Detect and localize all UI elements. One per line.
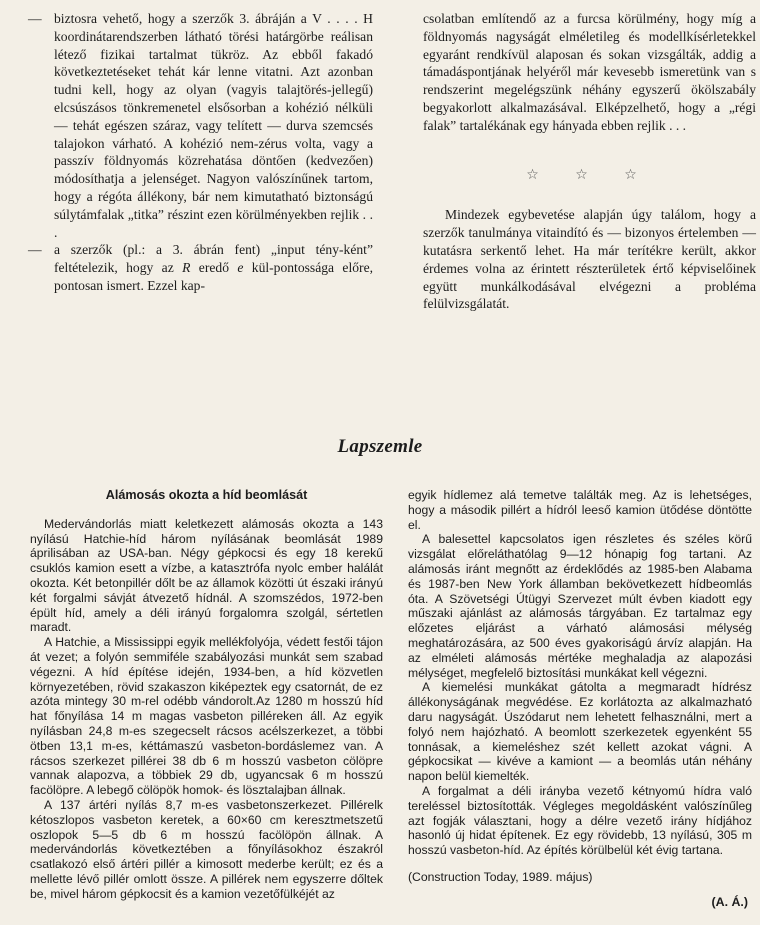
article-source: (Construction Today, 1989. május) [408,869,593,884]
conclusion-paragraph: Mindezek egybevetése alapján úgy találom, hogy a szerzők tanulmánya vitaindító és — bizonyos értelemben — kutatásra serkentő lehet. Ha már terítékre került, akkor érdemes volna az érintett részterületek értő képviselőinek együtt munkálkodásával elvégezni a probléma felülvizsgálatát. [423,207,756,312]
section-title: Lapszemle [337,436,423,457]
article-right-column [408,488,752,885]
article-paragraph: A forgalmat a déli irányba vezető kétnyomú hídra való tereléssel biztosították. Végleges megoldásként valószínűleg azt fogják választani, hogy a délre vezető irány hídjához hasonló új hidat építenek. Ez egy rövidebb, 13 nyílású, 305 m hosszú vasbeton-híd. Az építés körülbelül két évig tartana. [408,783,752,858]
dash-bullet: — [28,11,42,26]
discussion-point-2 [28,241,373,294]
text-run: eredő [190,260,238,276]
star-separator: ☆ ☆ ☆ [526,166,653,183]
continued-paragraph: csolatban említendő az a furcsa körülmény, hogy míg a földnyomás nagyságát elméletileg és modellkísérletekkel egyaránt rendkívül alaposan és sokan vizsgálták, addig a támadáspontjának helyéről már kevesebb ismeretünk van s rendszerint megelégszünk néhány egyszerű ökölszabály begyakorlott alkalmazásával. Elképzelhető, hogy a „régi falak” tartalékának egy hányada ebben rejlik . . . [423,11,756,133]
top-left-column [28,10,373,295]
text-run: kül-pontossága előre, pontosan ismert. Ezzel kap- [54,260,373,293]
article-paragraph: A Hatchie, a Mississippi egyik mellékfolyója, védett festői tájon át vezet; a folyón semmiféle szabályozási munkát sem szabad végezni. A híd építése idején, 1934-ben, a híd közvetlen környezetében, rövid szakaszon kiképeztek egy csatornát, de ez azóta mintegy 30 m-rel odébb vándorolt.Az 1280 m hosszú híd hat főnyílása 14 m magas vasbeton pilléreken áll. Az egyik nyílásban 24,8 m-es szegecselt rácsos acélszerkezet, a többi ötben 13,1 m-es, kéttámaszú vasbeton-bordáslemez van. A rácsos szerkezet pillérei 38 db 6 m hosszú vasbeton cölöpre vannak alapozva, a többiek 29 db, ugyancsak 6 m hosszú facölöpre. A lebegő cölöpök homok- és lösztalajban állnak. [30,635,383,798]
article-title: Alámosás okozta a híd beomlását [105,488,308,502]
discussion-point-1 [28,10,373,241]
top-right-column [423,10,756,313]
symbol-R: R [182,260,191,276]
article-left-column [30,488,383,902]
discussion-point-text: biztosra vehető, hogy a szerzők 3. ábráján a V . . . . H koordinátarendszerben látható törési határgörbe reálisan létező fizikai tartalmat tükröz. Az ebből fakadó következtetéseket tehát kár lenne vitatni. Azt azonban tudni kell, hogy az olyan (vagyis talajtörés-jellegű) elcsúszásos tönkremenetel elsősorban a kohézió nélküli — tehát egészen száraz, vagy telített — durva szemcsés talajokon várható. A kohézió nem-zérus volta, vagy a passzív földnyomás közrehatása döntően (kedvezően) módosíthatja a jelenséget. Nagyon valószínűnek tartom, hogy a régóta állékony, bár nem kimutatható biztonságú súlytámfalak „titka” részint ezen körülményekben rejlik . . . [54,11,373,240]
author-initials: (A. Á.) [711,895,748,909]
discussion-point-text [54,241,373,294]
symbol-e: e [237,260,244,276]
dash-bullet: — [28,242,42,258]
text-run: a szerzők (pl.: a 3. ábrán fent) „input tény-ként” feltételezik, hogy az [54,242,373,276]
article-paragraph: Medervándorlás miatt keletkezett alámosás okozta a 143 nyílású Hatchie-híd három nyílásának beomlását 1989 áprilisában az USA-ban. Négy gépkocsi és egy 18 kerekű csuklós kamion esett a vízbe, a katasztrófa nyolc ember halálát okozta. Két betonpillér dőlt be az államok közötti út északi irányú két forgalmi sávját átvezető hídnál. A szomszédos, 1972-ben épült híd, amely a déli irányú forgalomra szolgál, sértetlen maradt. [30,516,383,635]
article-paragraph: A 137 ártéri nyílás 8,7 m-es vasbetonszerkezet. Pillérelk kétoszlopos vasbeton keretek, a 60×60 cm keresztmetszetű oszlopok 5—5 db 6 m hosszú facölöpön állnak. A medervándorlás következtében a főnyílásokhoz északról csatlakozó első ártéri pillér a kimosott mederbe került; ez és a mellette lévő pillér omlott össze. A pillérek nem egyszerre dőltek be, mivel három gépkocsit és a kamion vezetőfülkéjét az [30,797,383,901]
article-paragraph: A balesettel kapcsolatos igen részletes és széles körű vizsgálat előreláthatólag 9—12 hónapig fog tartani. Az alámosás iránt megnőtt az érdeklődés az 1985-ben Alabama és 1987-ben New York államban bekövetkezett hídbeomlás óta. A Szövetségi Útügyi Szervezet múlt évben kiadott egy műszaki ajánlást az alámosás tárgyában. Ez tartalmaz egy előzetes eljárást a várható alámosási mélység meghatározására, az 500 éves gyakoriságú árvíz alapján. Ha az elméleti alámosás mértéke meghaladja az alapozási mélységet, megfelelő biztosítási munkákat kell végezni. [408,532,752,680]
article-paragraph: egyik hídlemez alá temetve találták meg. Az is lehetséges, hogy a második pillért a hídról leeső kamion ütődése döntötte el. [408,488,752,532]
article-paragraph: A kiemelési munkákat gátolta a megmaradt hídrész állékonyságának megvédése. Ez korlátozta az alkalmazható daru nagyságát. Úszódarut nem lehetett felhasználni, mert a folyó nem hajózható. A beomlott szerkezetek egyenként 55 tonnásak, a kiemeléshez szét kellett azokat vágni. A gépkocsikat — kivéve a kamiont — a beomlás után néhány napon belül kiemelték. [408,680,752,784]
